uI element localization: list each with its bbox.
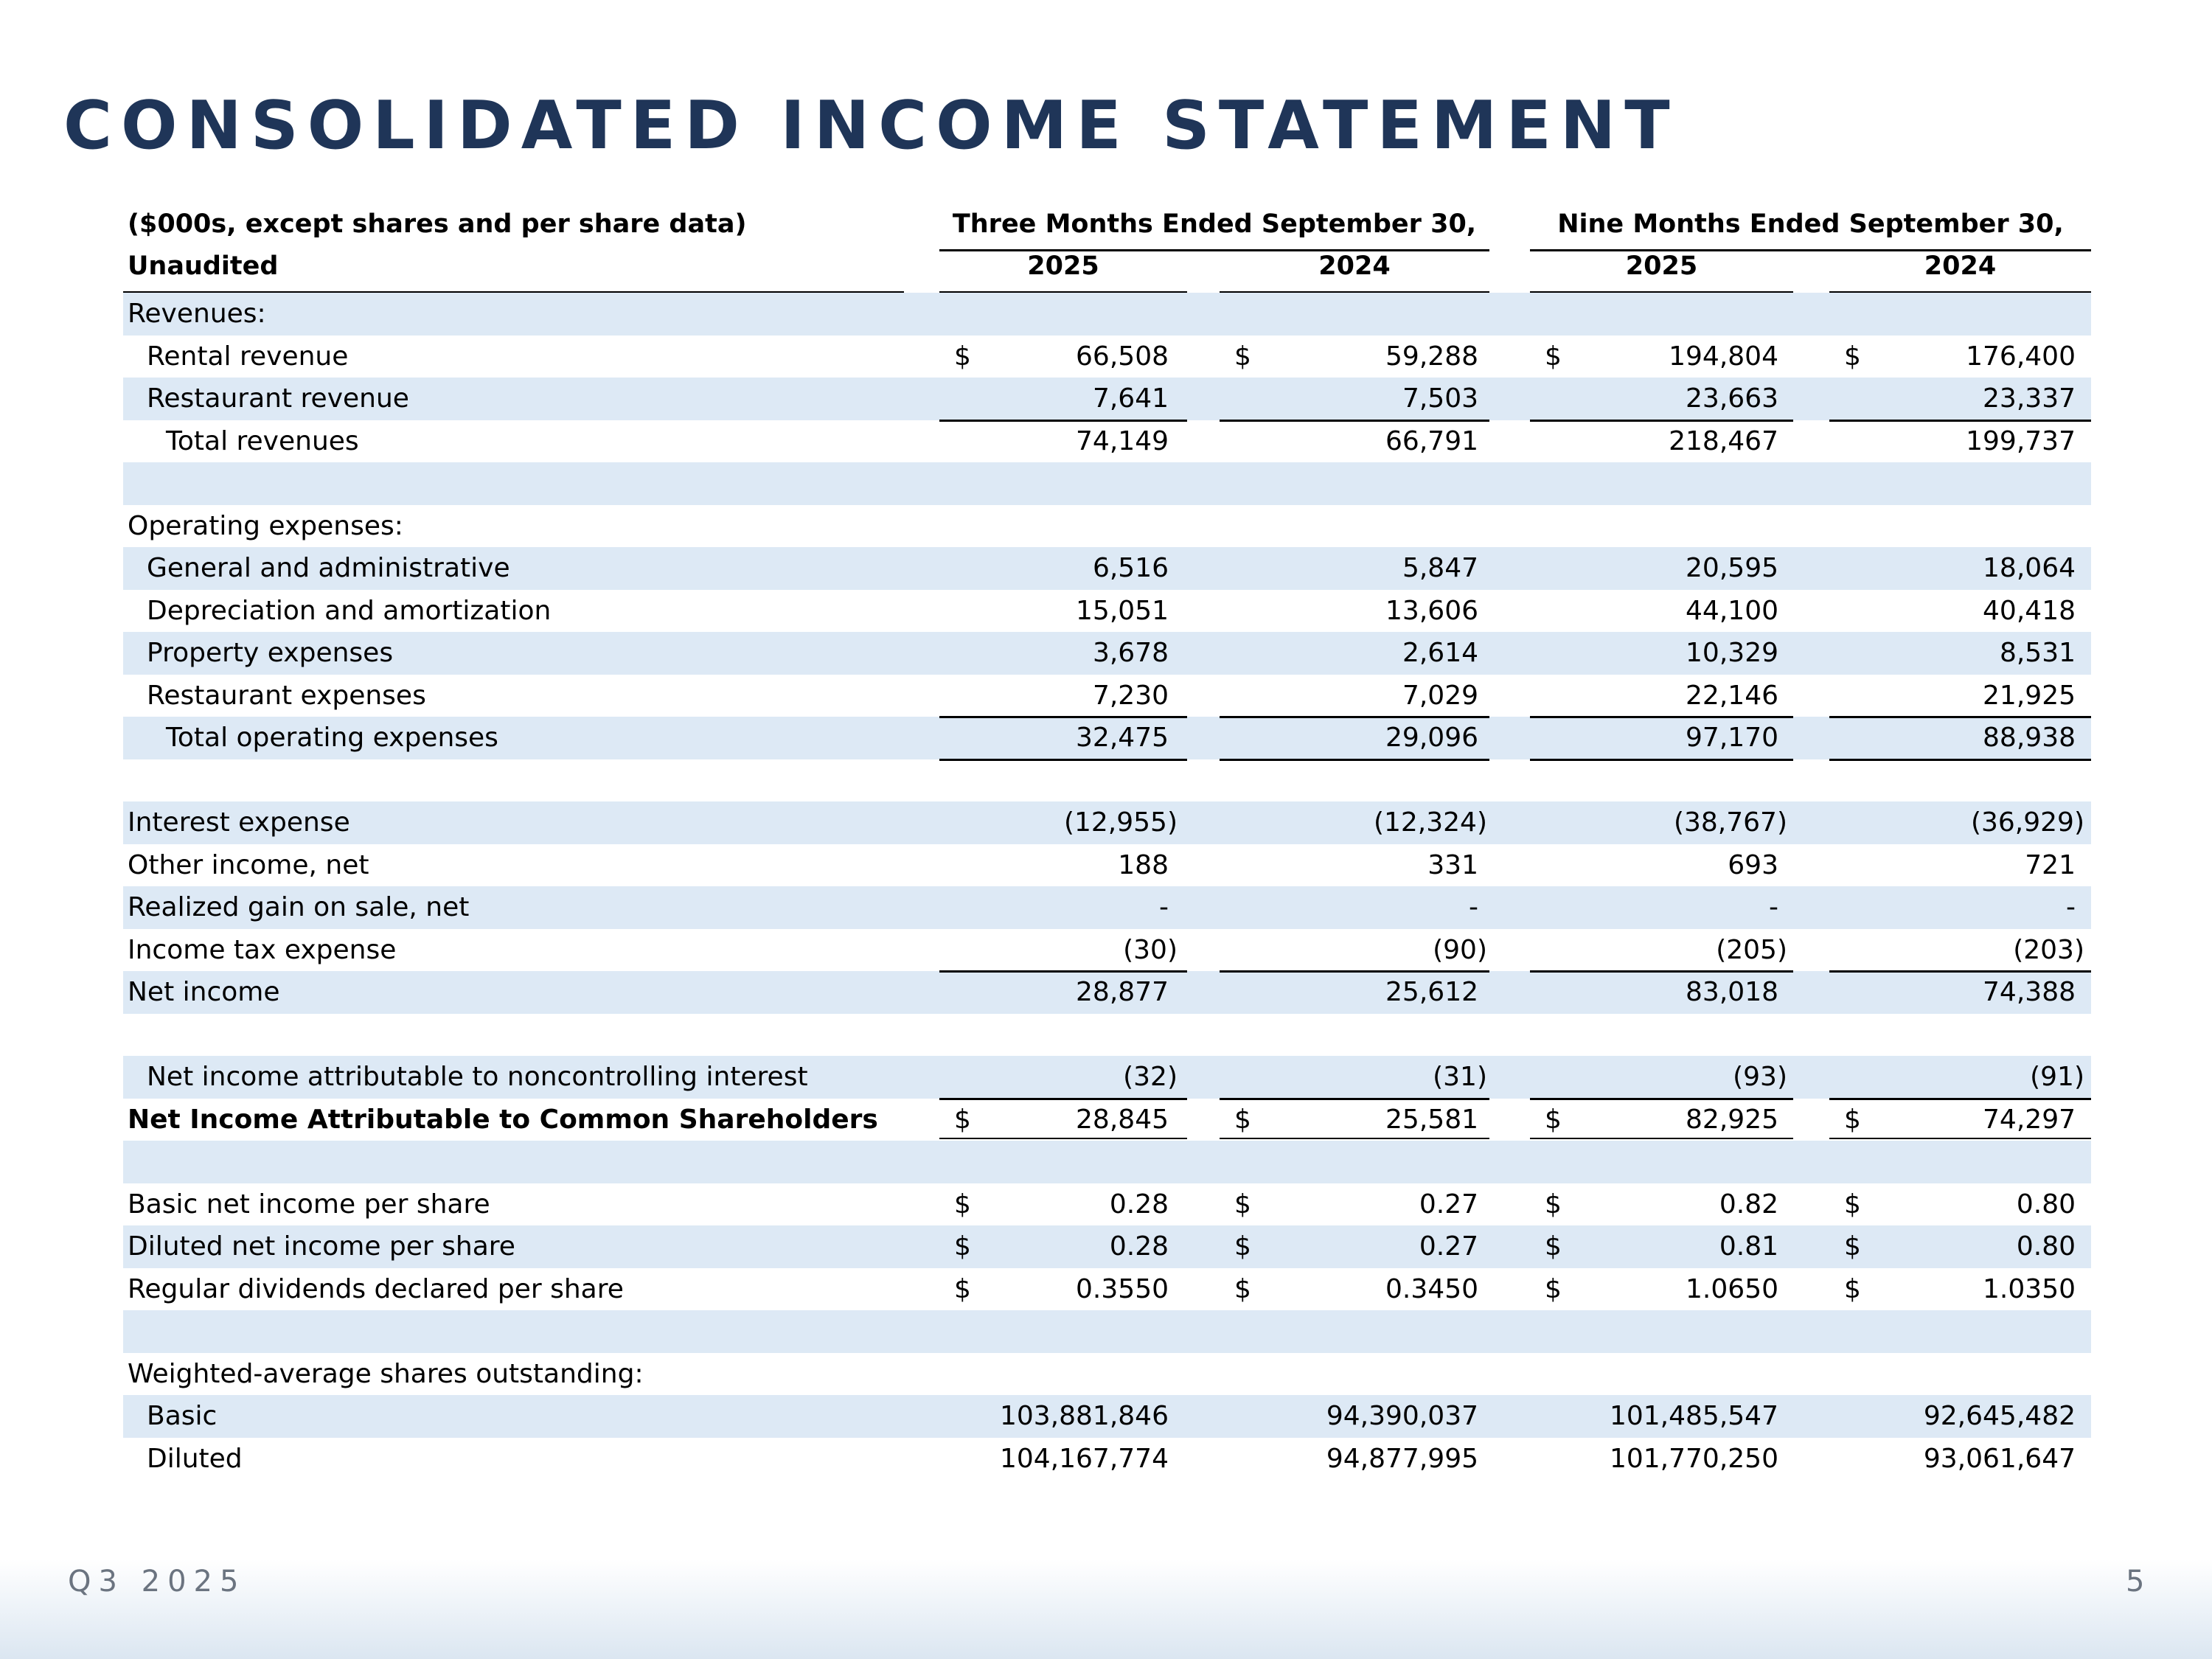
table-row bbox=[123, 1099, 2091, 1141]
total-rule bbox=[1829, 1098, 2091, 1100]
row-label: Total operating expenses bbox=[166, 723, 498, 753]
table-row bbox=[123, 801, 2091, 844]
row-value: 721 bbox=[2025, 849, 2076, 880]
table-row bbox=[123, 335, 2091, 378]
units-note: ($000s, except shares and per share data) bbox=[128, 209, 747, 239]
row-label: General and administrative bbox=[147, 553, 510, 583]
footer-band bbox=[0, 1559, 2212, 1659]
row-value: (38,767) bbox=[1673, 807, 1787, 838]
year-header: 2024 bbox=[1924, 251, 1997, 281]
row-value: 0.82 bbox=[1719, 1189, 1778, 1220]
row-value: 25,581 bbox=[1385, 1104, 1478, 1135]
row-label: Operating expenses: bbox=[128, 510, 403, 541]
dollar-sign: $ bbox=[954, 1273, 971, 1304]
row-value: (93) bbox=[1733, 1062, 1787, 1092]
total-rule bbox=[1220, 716, 1489, 718]
row-value: (91) bbox=[2030, 1062, 2084, 1092]
table-row bbox=[123, 717, 2091, 759]
row-value: - bbox=[1159, 892, 1169, 922]
row-label: Basic bbox=[147, 1401, 218, 1431]
row-label: Net income bbox=[128, 977, 280, 1007]
row-value: 104,167,774 bbox=[999, 1443, 1169, 1474]
row-label: Interest expense bbox=[128, 807, 350, 838]
three-months-header: Three Months Ended September 30, bbox=[952, 209, 1477, 239]
dollar-sign: $ bbox=[1234, 1273, 1251, 1304]
row-value: 40,418 bbox=[1983, 595, 2076, 626]
row-value: 0.80 bbox=[2016, 1231, 2076, 1262]
row-value: 0.3450 bbox=[1385, 1273, 1478, 1304]
row-value: 28,877 bbox=[1076, 977, 1169, 1007]
table-row bbox=[123, 1183, 2091, 1226]
row-value: 1.0350 bbox=[1983, 1273, 2076, 1304]
dollar-sign: $ bbox=[1234, 1231, 1251, 1262]
dollar-sign: $ bbox=[1844, 1231, 1861, 1262]
row-value: 194,804 bbox=[1669, 341, 1778, 372]
row-label: Regular dividends declared per share bbox=[128, 1273, 624, 1304]
row-label: Other income, net bbox=[128, 849, 369, 880]
table-row bbox=[123, 1438, 2091, 1481]
row-value: 23,337 bbox=[1983, 383, 2076, 414]
row-value: 23,663 bbox=[1686, 383, 1778, 414]
table-row bbox=[123, 632, 2091, 675]
row-value: 10,329 bbox=[1686, 638, 1778, 668]
row-value: 66,791 bbox=[1385, 425, 1478, 456]
table-row bbox=[123, 505, 2091, 548]
table-row bbox=[123, 675, 2091, 717]
table-row bbox=[123, 759, 2091, 802]
row-value: 101,485,547 bbox=[1609, 1401, 1778, 1431]
total-rule bbox=[1530, 420, 1793, 422]
table-row bbox=[123, 971, 2091, 1014]
dollar-sign: $ bbox=[1234, 1189, 1251, 1220]
row-label: Property expenses bbox=[147, 638, 394, 668]
row-value: 29,096 bbox=[1385, 723, 1478, 753]
row-value: 25,612 bbox=[1385, 977, 1478, 1007]
dollar-sign: $ bbox=[954, 1104, 971, 1135]
unaudited-label: Unaudited bbox=[128, 251, 279, 281]
row-label: Net Income Attributable to Common Shareholders bbox=[128, 1104, 878, 1135]
row-value: 20,595 bbox=[1686, 553, 1778, 583]
row-value: 6,516 bbox=[1092, 553, 1169, 583]
table-row bbox=[123, 293, 2091, 335]
row-value: (12,324) bbox=[1373, 807, 1487, 838]
row-value: 7,029 bbox=[1402, 680, 1478, 711]
dollar-sign: $ bbox=[1844, 1189, 1861, 1220]
row-value: 94,390,037 bbox=[1326, 1401, 1478, 1431]
row-value: 74,388 bbox=[1983, 977, 2076, 1007]
row-value: 83,018 bbox=[1686, 977, 1778, 1007]
table-row bbox=[123, 1395, 2091, 1438]
row-value: 3,678 bbox=[1092, 638, 1169, 668]
row-value: 97,170 bbox=[1686, 723, 1778, 753]
dollar-sign: $ bbox=[1234, 1104, 1251, 1135]
row-value: (12,955) bbox=[1063, 807, 1178, 838]
total-rule bbox=[939, 420, 1187, 422]
row-value: - bbox=[2066, 892, 2076, 922]
row-label: Revenues: bbox=[128, 299, 266, 329]
year-header: 2025 bbox=[1027, 251, 1099, 281]
row-value: (203) bbox=[2013, 934, 2084, 965]
row-value: 92,645,482 bbox=[1923, 1401, 2076, 1431]
row-value: 0.81 bbox=[1719, 1231, 1778, 1262]
row-label: Net income attributable to noncontrolling interest bbox=[147, 1062, 808, 1092]
table-row bbox=[123, 929, 2091, 972]
table-row bbox=[123, 844, 2091, 887]
row-value: 0.80 bbox=[2016, 1189, 2076, 1220]
row-value: 693 bbox=[1728, 849, 1778, 880]
row-value: 5,847 bbox=[1402, 553, 1478, 583]
dollar-sign: $ bbox=[954, 1231, 971, 1262]
table-row bbox=[123, 590, 2091, 633]
table-row bbox=[123, 886, 2091, 929]
table-row bbox=[123, 1310, 2091, 1353]
total-rule bbox=[1530, 1098, 1793, 1100]
page-title: CONSOLIDATED INCOME STATEMENT bbox=[63, 87, 1679, 164]
total-rule bbox=[1829, 420, 2091, 422]
dollar-sign: $ bbox=[954, 1189, 971, 1220]
dollar-sign: $ bbox=[1844, 1104, 1861, 1135]
footer-period: Q3 2025 bbox=[68, 1565, 246, 1599]
total-rule bbox=[1829, 970, 2091, 973]
row-value: 101,770,250 bbox=[1609, 1443, 1778, 1474]
total-rule bbox=[1220, 420, 1489, 422]
table-row bbox=[123, 1268, 2091, 1311]
row-value: 8,531 bbox=[1999, 638, 2076, 668]
row-label: Total revenues bbox=[166, 425, 359, 456]
row-label: Weighted-average shares outstanding: bbox=[128, 1358, 644, 1389]
table-row bbox=[123, 378, 2091, 420]
row-value: 7,503 bbox=[1402, 383, 1478, 414]
row-value: 2,614 bbox=[1402, 638, 1478, 668]
table-row bbox=[123, 1225, 2091, 1268]
row-value: 0.27 bbox=[1419, 1189, 1478, 1220]
page-number: 5 bbox=[2126, 1565, 2145, 1599]
table-row bbox=[123, 1353, 2091, 1396]
dollar-sign: $ bbox=[1545, 1189, 1562, 1220]
dollar-sign: $ bbox=[1545, 1273, 1562, 1304]
row-value: 59,288 bbox=[1385, 341, 1478, 372]
row-value: 0.3550 bbox=[1076, 1273, 1169, 1304]
row-value: (36,929) bbox=[1970, 807, 2084, 838]
nine-months-header: Nine Months Ended September 30, bbox=[1557, 209, 2064, 239]
dollar-sign: $ bbox=[1844, 341, 1861, 372]
dollar-sign: $ bbox=[1234, 341, 1251, 372]
total-rule bbox=[1530, 970, 1793, 973]
row-value: 15,051 bbox=[1076, 595, 1169, 626]
row-value: 28,845 bbox=[1076, 1104, 1169, 1135]
row-value: 0.28 bbox=[1109, 1231, 1169, 1262]
row-value: 94,877,995 bbox=[1326, 1443, 1478, 1474]
row-label: Depreciation and amortization bbox=[147, 595, 552, 626]
table-row bbox=[123, 1056, 2091, 1099]
row-value: - bbox=[1769, 892, 1778, 922]
row-value: 218,467 bbox=[1669, 425, 1778, 456]
table-row bbox=[123, 547, 2091, 590]
row-label: Basic net income per share bbox=[128, 1189, 490, 1220]
total-rule bbox=[1829, 716, 2091, 718]
row-value: 74,297 bbox=[1983, 1104, 2076, 1135]
row-label: Restaurant revenue bbox=[147, 383, 409, 414]
dollar-sign: $ bbox=[1545, 341, 1562, 372]
dollar-sign: $ bbox=[1545, 1231, 1562, 1262]
dollar-sign: $ bbox=[1844, 1273, 1861, 1304]
row-value: (32) bbox=[1123, 1062, 1178, 1092]
table-row bbox=[123, 1141, 2091, 1183]
row-value: (31) bbox=[1433, 1062, 1487, 1092]
total-rule bbox=[939, 970, 1187, 973]
total-rule bbox=[939, 716, 1187, 718]
row-value: 7,641 bbox=[1092, 383, 1169, 414]
row-value: 331 bbox=[1427, 849, 1478, 880]
row-value: (90) bbox=[1433, 934, 1487, 965]
row-value: 82,925 bbox=[1686, 1104, 1778, 1135]
total-rule bbox=[1220, 970, 1489, 973]
row-value: 7,230 bbox=[1092, 680, 1169, 711]
table-row bbox=[123, 1014, 2091, 1057]
year-header: 2025 bbox=[1625, 251, 1698, 281]
row-value: 21,925 bbox=[1983, 680, 2076, 711]
row-value: 74,149 bbox=[1076, 425, 1169, 456]
row-value: 199,737 bbox=[1966, 425, 2076, 456]
row-value: 1.0650 bbox=[1686, 1273, 1778, 1304]
total-rule bbox=[939, 1098, 1187, 1100]
total-rule bbox=[1220, 1098, 1489, 1100]
row-label: Income tax expense bbox=[128, 934, 397, 965]
row-value: 0.27 bbox=[1419, 1231, 1478, 1262]
year-header: 2024 bbox=[1318, 251, 1391, 281]
total-rule bbox=[1530, 716, 1793, 718]
row-value: 66,508 bbox=[1076, 341, 1169, 372]
row-value: 88,938 bbox=[1983, 723, 2076, 753]
row-value: - bbox=[1469, 892, 1478, 922]
row-label: Diluted bbox=[147, 1443, 243, 1474]
row-value: 32,475 bbox=[1076, 723, 1169, 753]
row-value: 44,100 bbox=[1686, 595, 1778, 626]
row-value: 176,400 bbox=[1966, 341, 2076, 372]
row-value: (205) bbox=[1716, 934, 1787, 965]
row-value: 13,606 bbox=[1385, 595, 1478, 626]
row-value: 18,064 bbox=[1983, 553, 2076, 583]
row-value: 103,881,846 bbox=[999, 1401, 1169, 1431]
row-label: Diluted net income per share bbox=[128, 1231, 515, 1262]
dollar-sign: $ bbox=[1545, 1104, 1562, 1135]
row-value: 188 bbox=[1118, 849, 1169, 880]
table-row bbox=[123, 420, 2091, 463]
row-label: Realized gain on sale, net bbox=[128, 892, 470, 922]
row-value: (30) bbox=[1123, 934, 1178, 965]
row-value: 93,061,647 bbox=[1923, 1443, 2076, 1474]
row-label: Restaurant expenses bbox=[147, 680, 426, 711]
row-value: 0.28 bbox=[1109, 1189, 1169, 1220]
dollar-sign: $ bbox=[954, 341, 971, 372]
row-value: 22,146 bbox=[1686, 680, 1778, 711]
row-label: Rental revenue bbox=[147, 341, 349, 372]
table-row bbox=[123, 462, 2091, 505]
